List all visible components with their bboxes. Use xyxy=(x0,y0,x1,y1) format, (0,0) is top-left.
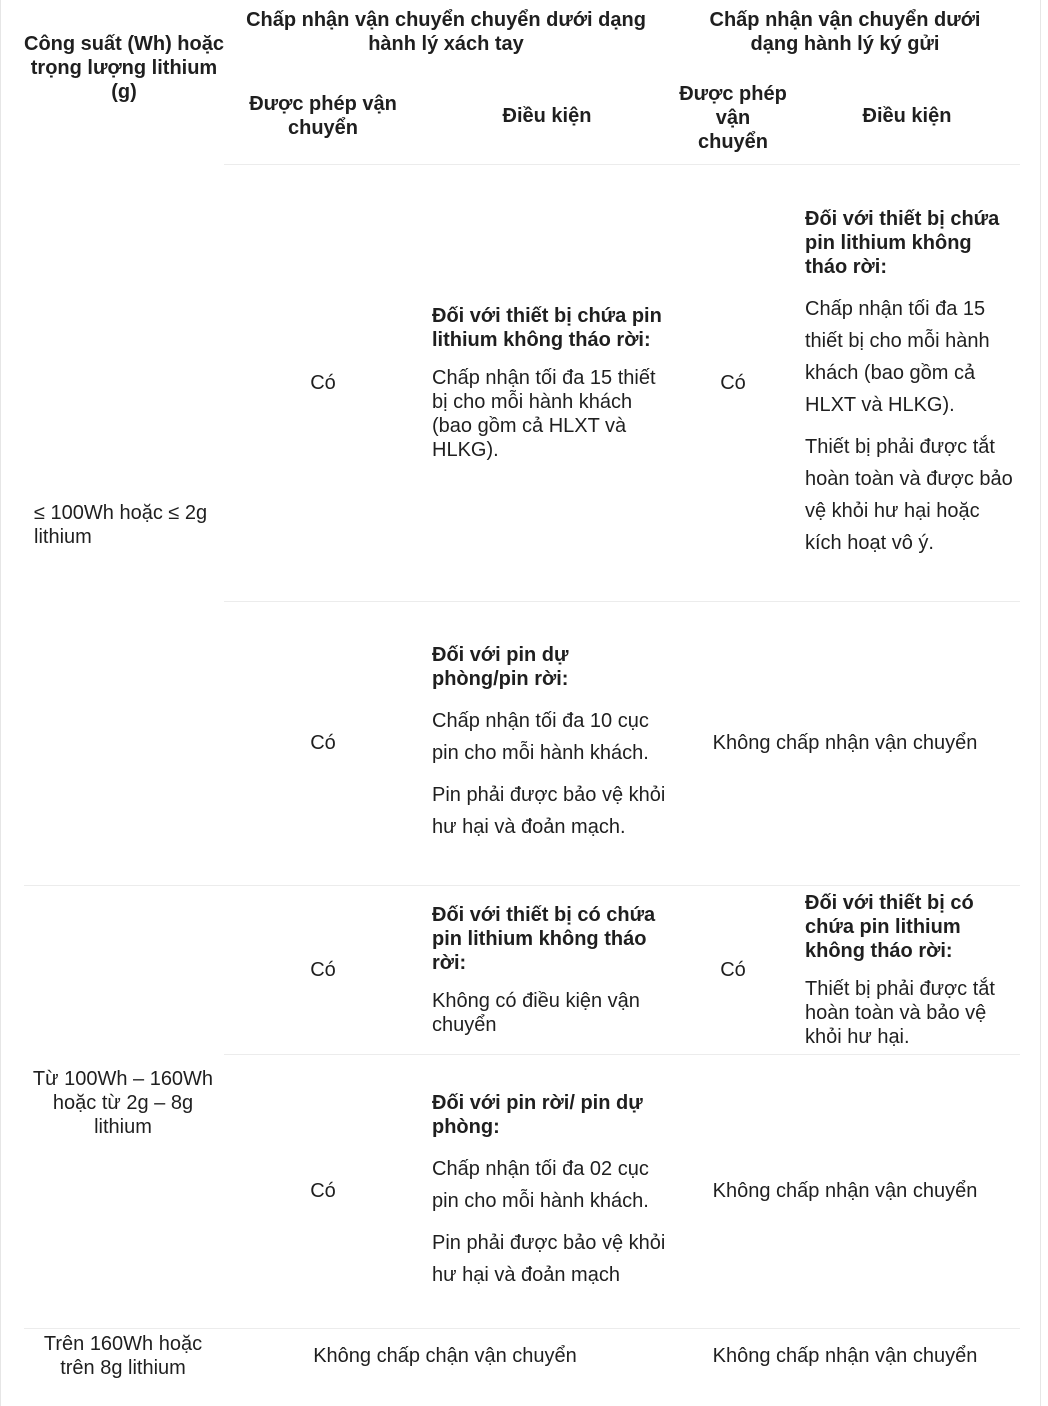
row2-divider xyxy=(24,1328,1020,1329)
row1a-carry-conditions: Đối với thiết bị chứa pin lithium không tháo rời: Chấp nhận tối đa 15 thiết bị cho mỗi hành khách (bao gồm cả HLXT và HLKG). xyxy=(432,305,662,461)
header-checked-allowed: Được phép vận chuyển xyxy=(679,83,787,153)
row2b-carry-allowed: Có xyxy=(310,1180,336,1202)
row1b-checked: Không chấp nhận vận chuyển xyxy=(712,732,978,754)
row2a-divider xyxy=(224,1054,1020,1055)
header-carry-conditions: Điều kiện xyxy=(502,105,592,127)
row2b-carry-conditions: Đối với pin rời/ pin dự phòng: Chấp nhận tối đa 02 cục pin cho mỗi hành khách. Pin phải được bảo vệ khỏi hư hại và đoản mạch xyxy=(432,1092,666,1286)
row1a-checked-conditions: Đối với thiết bị chứa pin lithium không tháo rời: Chấp nhận tối đa 15 thiết bị cho mỗi hành khách (bao gồm cả HLXT và HLKG). Thiết bị phải được tắt hoàn toàn và được bảo vệ khỏi hư hại hoặc kích hoạt vô ý. xyxy=(805,208,1013,554)
row2a-carry-conditions: Đối với thiết bị có chứa pin lithium không tháo rời: Không có điều kiện vận chuyển xyxy=(432,904,656,1036)
row1-capacity: ≤ 100Wh hoặc ≤ 2g lithium xyxy=(34,502,208,548)
table-left-edge xyxy=(0,0,1,1406)
header-checked-group: Chấp nhận vận chuyển dưới dạng hành lý ký gửi xyxy=(709,9,981,55)
row1b-carry-allowed: Có xyxy=(310,732,336,754)
row3-checked: Không chấp nhận vận chuyển xyxy=(712,1345,978,1367)
row3-capacity: Trên 160Wh hoặc trên 8g lithium xyxy=(43,1333,203,1379)
row2a-checked-conditions: Đối với thiết bị có chứa pin lithium không tháo rời: Thiết bị phải được tắt hoàn toàn và bảo vệ khỏi hư hại. xyxy=(805,892,995,1048)
row3-carry: Không chấp chận vận chuyển xyxy=(313,1345,577,1367)
row1a-checked-allowed: Có xyxy=(720,372,746,394)
row1a-divider xyxy=(224,601,1020,602)
row2b-checked: Không chấp nhận vận chuyển xyxy=(712,1180,978,1202)
header-checked-conditions: Điều kiện xyxy=(862,105,952,127)
row2a-checked-allowed: Có xyxy=(720,959,746,981)
row1a-carry-allowed: Có xyxy=(310,372,336,394)
row1-divider xyxy=(24,885,1020,886)
header-capacity: Công suất (Wh) hoặc trọng lượng lithium (g) xyxy=(24,33,224,103)
row1b-carry-conditions: Đối với pin dự phòng/pin rời: Chấp nhận tối đa 10 cục pin cho mỗi hành khách. Pin phải được bảo vệ khỏi hư hại và đoản mạch. xyxy=(432,644,666,838)
header-carry-allowed: Được phép vận chuyển xyxy=(249,93,397,139)
table-right-edge xyxy=(1040,0,1041,1406)
row2a-carry-allowed: Có xyxy=(310,959,336,981)
row2-capacity: Từ 100Wh – 160Wh hoặc từ 2g – 8g lithium xyxy=(32,1068,214,1138)
header-divider xyxy=(224,164,1020,165)
header-carry-on-group: Chấp nhận vận chuyển chuyển dưới dạng hành lý xách tay xyxy=(246,9,646,55)
